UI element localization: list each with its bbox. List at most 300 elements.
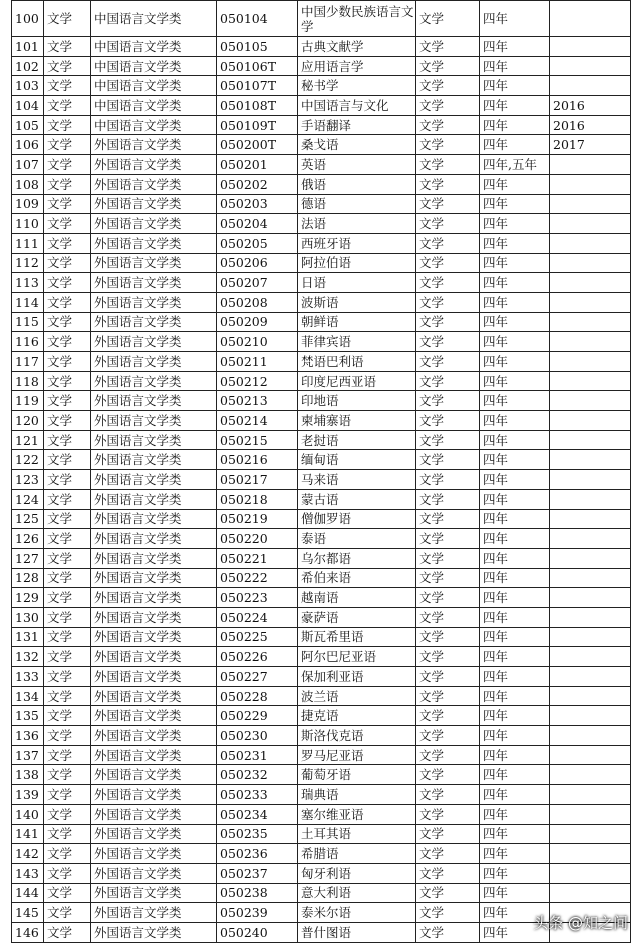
year-added-cell <box>550 1 631 37</box>
row-number-cell: 118 <box>12 371 44 391</box>
discipline-cell: 文学 <box>44 352 91 372</box>
duration-cell: 四年 <box>480 863 550 883</box>
table-row <box>12 292 631 312</box>
category-cell: 中国语言文学类 <box>91 1 217 37</box>
discipline-cell: 文学 <box>44 371 91 391</box>
major-code-cell: 050205 <box>217 233 298 253</box>
degree-cell: 文学 <box>416 37 480 57</box>
row-number-cell: 126 <box>12 529 44 549</box>
major-code-cell: 050219 <box>217 509 298 529</box>
category-cell: 外国语言文学类 <box>91 548 217 568</box>
major-name-cell: 柬埔寨语 <box>298 411 416 431</box>
discipline-cell: 文学 <box>44 273 91 293</box>
row-number-cell: 124 <box>12 489 44 509</box>
year-added-cell <box>550 804 631 824</box>
major-code-cell: 050239 <box>217 903 298 923</box>
table-row <box>12 135 631 155</box>
duration-cell: 四年 <box>480 489 550 509</box>
discipline-cell: 文学 <box>44 332 91 352</box>
row-number-cell: 100 <box>12 1 44 37</box>
year-added-cell <box>550 273 631 293</box>
category-cell: 外国语言文学类 <box>91 509 217 529</box>
row-number-cell: 139 <box>12 785 44 805</box>
discipline-cell: 文学 <box>44 568 91 588</box>
degree-cell: 文学 <box>416 352 480 372</box>
discipline-cell: 文学 <box>44 863 91 883</box>
row-number-cell: 119 <box>12 391 44 411</box>
category-cell: 外国语言文学类 <box>91 253 217 273</box>
discipline-cell: 文学 <box>44 686 91 706</box>
major-code-cell: 050213 <box>217 391 298 411</box>
year-added-cell <box>550 667 631 687</box>
year-added-cell <box>550 548 631 568</box>
degree-cell: 文学 <box>416 253 480 273</box>
discipline-cell: 文学 <box>44 470 91 490</box>
table-row <box>12 332 631 352</box>
year-added-cell <box>550 450 631 470</box>
duration-cell: 四年 <box>480 194 550 214</box>
row-number-cell: 111 <box>12 233 44 253</box>
row-number-cell: 127 <box>12 548 44 568</box>
degree-cell: 文学 <box>416 292 480 312</box>
major-name-cell: 朝鲜语 <box>298 312 416 332</box>
major-name-cell: 意大利语 <box>298 883 416 903</box>
year-added-cell <box>550 844 631 864</box>
major-name-cell: 英语 <box>298 155 416 175</box>
table-row <box>12 312 631 332</box>
table-row <box>12 233 631 253</box>
degree-cell: 文学 <box>416 785 480 805</box>
row-number-cell: 116 <box>12 332 44 352</box>
major-name-cell: 应用语言学 <box>298 56 416 76</box>
degree-cell: 文学 <box>416 214 480 234</box>
degree-cell: 文学 <box>416 607 480 627</box>
degree-cell: 文学 <box>416 273 480 293</box>
category-cell: 外国语言文学类 <box>91 903 217 923</box>
duration-cell: 四年 <box>480 273 550 293</box>
year-added-cell <box>550 76 631 96</box>
discipline-cell: 文学 <box>44 627 91 647</box>
major-code-cell: 050211 <box>217 352 298 372</box>
major-code-cell: 050106T <box>217 56 298 76</box>
duration-cell: 四年 <box>480 96 550 116</box>
category-cell: 外国语言文学类 <box>91 824 217 844</box>
discipline-cell: 文学 <box>44 903 91 923</box>
row-number-cell: 133 <box>12 667 44 687</box>
discipline-cell: 文学 <box>44 37 91 57</box>
year-added-cell <box>550 37 631 57</box>
major-code-cell: 050207 <box>217 273 298 293</box>
duration-cell: 四年 <box>480 135 550 155</box>
year-added-cell <box>550 745 631 765</box>
major-name-cell: 菲律宾语 <box>298 332 416 352</box>
table-row <box>12 548 631 568</box>
discipline-cell: 文学 <box>44 1 91 37</box>
degree-cell: 文学 <box>416 391 480 411</box>
category-cell: 外国语言文学类 <box>91 568 217 588</box>
degree-cell: 文学 <box>416 863 480 883</box>
degree-cell: 文学 <box>416 844 480 864</box>
table-row <box>12 76 631 96</box>
row-number-cell: 112 <box>12 253 44 273</box>
table-row <box>12 470 631 490</box>
row-number-cell: 113 <box>12 273 44 293</box>
major-name-cell: 土耳其语 <box>298 824 416 844</box>
degree-cell: 文学 <box>416 332 480 352</box>
category-cell: 外国语言文学类 <box>91 844 217 864</box>
major-code-cell: 050201 <box>217 155 298 175</box>
duration-cell: 四年 <box>480 548 550 568</box>
major-name-cell: 瑞典语 <box>298 785 416 805</box>
category-cell: 外国语言文学类 <box>91 765 217 785</box>
row-number-cell: 125 <box>12 509 44 529</box>
major-name-cell: 泰米尔语 <box>298 903 416 923</box>
duration-cell: 四年 <box>480 76 550 96</box>
degree-cell: 文学 <box>416 96 480 116</box>
discipline-cell: 文学 <box>44 253 91 273</box>
discipline-cell: 文学 <box>44 135 91 155</box>
duration-cell: 四年,五年 <box>480 155 550 175</box>
duration-cell: 四年 <box>480 529 550 549</box>
major-code-cell: 050200T <box>217 135 298 155</box>
category-cell: 中国语言文学类 <box>91 76 217 96</box>
row-number-cell: 103 <box>12 76 44 96</box>
year-added-cell: 2016 <box>550 96 631 116</box>
major-name-cell: 匈牙利语 <box>298 863 416 883</box>
year-added-cell <box>550 56 631 76</box>
category-cell: 外国语言文学类 <box>91 194 217 214</box>
year-added-cell <box>550 588 631 608</box>
degree-cell: 文学 <box>416 509 480 529</box>
major-code-cell: 050109T <box>217 115 298 135</box>
degree-cell: 文学 <box>416 115 480 135</box>
row-number-cell: 120 <box>12 411 44 431</box>
table-row <box>12 745 631 765</box>
table-row <box>12 56 631 76</box>
major-code-cell: 050238 <box>217 883 298 903</box>
year-added-cell <box>550 824 631 844</box>
table-row <box>12 726 631 746</box>
discipline-cell: 文学 <box>44 922 91 942</box>
major-name-cell: 法语 <box>298 214 416 234</box>
table-row <box>12 430 631 450</box>
degree-cell: 文学 <box>416 588 480 608</box>
discipline-cell: 文学 <box>44 667 91 687</box>
duration-cell: 四年 <box>480 785 550 805</box>
major-code-cell: 050227 <box>217 667 298 687</box>
major-code-cell: 050220 <box>217 529 298 549</box>
year-added-cell <box>550 391 631 411</box>
category-cell: 外国语言文学类 <box>91 430 217 450</box>
duration-cell: 四年 <box>480 411 550 431</box>
table-row <box>12 194 631 214</box>
table-row <box>12 765 631 785</box>
category-cell: 外国语言文学类 <box>91 607 217 627</box>
category-cell: 外国语言文学类 <box>91 745 217 765</box>
major-code-cell: 050222 <box>217 568 298 588</box>
category-cell: 外国语言文学类 <box>91 214 217 234</box>
table-body <box>12 1 631 943</box>
table-row <box>12 96 631 116</box>
degree-cell: 文学 <box>416 529 480 549</box>
degree-cell: 文学 <box>416 686 480 706</box>
major-code-cell: 050218 <box>217 489 298 509</box>
row-number-cell: 122 <box>12 450 44 470</box>
duration-cell: 四年 <box>480 883 550 903</box>
duration-cell: 四年 <box>480 647 550 667</box>
category-cell: 外国语言文学类 <box>91 667 217 687</box>
degree-cell: 文学 <box>416 667 480 687</box>
discipline-cell: 文学 <box>44 607 91 627</box>
duration-cell: 四年 <box>480 667 550 687</box>
discipline-cell: 文学 <box>44 509 91 529</box>
major-name-cell: 缅甸语 <box>298 450 416 470</box>
major-code-cell: 050105 <box>217 37 298 57</box>
table-row <box>12 115 631 135</box>
row-number-cell: 132 <box>12 647 44 667</box>
year-added-cell <box>550 489 631 509</box>
row-number-cell: 109 <box>12 194 44 214</box>
discipline-cell: 文学 <box>44 844 91 864</box>
category-cell: 中国语言文学类 <box>91 96 217 116</box>
table-row <box>12 509 631 529</box>
major-name-cell: 保加利亚语 <box>298 667 416 687</box>
degree-cell: 文学 <box>416 135 480 155</box>
degree-cell: 文学 <box>416 627 480 647</box>
major-name-cell: 桑戈语 <box>298 135 416 155</box>
duration-cell: 四年 <box>480 804 550 824</box>
row-number-cell: 105 <box>12 115 44 135</box>
major-name-cell: 阿拉伯语 <box>298 253 416 273</box>
discipline-cell: 文学 <box>44 411 91 431</box>
category-cell: 外国语言文学类 <box>91 292 217 312</box>
category-cell: 外国语言文学类 <box>91 155 217 175</box>
major-name-cell: 日语 <box>298 273 416 293</box>
major-name-cell: 希伯来语 <box>298 568 416 588</box>
row-number-cell: 138 <box>12 765 44 785</box>
major-code-cell: 050223 <box>217 588 298 608</box>
row-number-cell: 136 <box>12 726 44 746</box>
major-name-cell: 僧伽罗语 <box>298 509 416 529</box>
major-code-cell: 050210 <box>217 332 298 352</box>
year-added-cell <box>550 352 631 372</box>
major-name-cell: 印地语 <box>298 391 416 411</box>
duration-cell: 四年 <box>480 627 550 647</box>
duration-cell: 四年 <box>480 706 550 726</box>
row-number-cell: 134 <box>12 686 44 706</box>
duration-cell: 四年 <box>480 312 550 332</box>
year-added-cell <box>550 568 631 588</box>
year-added-cell <box>550 332 631 352</box>
major-name-cell: 捷克语 <box>298 706 416 726</box>
degree-cell: 文学 <box>416 824 480 844</box>
year-added-cell <box>550 627 631 647</box>
table-row <box>12 647 631 667</box>
major-code-cell: 050234 <box>217 804 298 824</box>
discipline-cell: 文学 <box>44 883 91 903</box>
category-cell: 外国语言文学类 <box>91 883 217 903</box>
duration-cell: 四年 <box>480 509 550 529</box>
discipline-cell: 文学 <box>44 765 91 785</box>
major-code-cell: 050107T <box>217 76 298 96</box>
table-row <box>12 352 631 372</box>
major-name-cell: 豪萨语 <box>298 607 416 627</box>
major-code-cell: 050237 <box>217 863 298 883</box>
degree-cell: 文学 <box>416 548 480 568</box>
discipline-cell: 文学 <box>44 174 91 194</box>
discipline-cell: 文学 <box>44 489 91 509</box>
major-name-cell: 斯洛伐克语 <box>298 726 416 746</box>
discipline-cell: 文学 <box>44 214 91 234</box>
duration-cell: 四年 <box>480 470 550 490</box>
table-row <box>12 785 631 805</box>
table-row <box>12 529 631 549</box>
category-cell: 外国语言文学类 <box>91 804 217 824</box>
discipline-cell: 文学 <box>44 76 91 96</box>
table-row <box>12 667 631 687</box>
duration-cell: 四年 <box>480 332 550 352</box>
major-code-cell: 050212 <box>217 371 298 391</box>
duration-cell: 四年 <box>480 174 550 194</box>
year-added-cell <box>550 647 631 667</box>
discipline-cell: 文学 <box>44 647 91 667</box>
year-added-cell <box>550 509 631 529</box>
major-name-cell: 老挝语 <box>298 430 416 450</box>
duration-cell: 四年 <box>480 607 550 627</box>
discipline-cell: 文学 <box>44 706 91 726</box>
major-name-cell: 印度尼西亚语 <box>298 371 416 391</box>
table-row <box>12 844 631 864</box>
degree-cell: 文学 <box>416 903 480 923</box>
year-added-cell <box>550 371 631 391</box>
discipline-cell: 文学 <box>44 96 91 116</box>
year-added-cell <box>550 785 631 805</box>
major-name-cell: 梵语巴利语 <box>298 352 416 372</box>
category-cell: 外国语言文学类 <box>91 135 217 155</box>
year-added-cell <box>550 706 631 726</box>
row-number-cell: 106 <box>12 135 44 155</box>
duration-cell: 四年 <box>480 903 550 923</box>
degree-cell: 文学 <box>416 745 480 765</box>
category-cell: 外国语言文学类 <box>91 450 217 470</box>
discipline-cell: 文学 <box>44 726 91 746</box>
major-code-cell: 050208 <box>217 292 298 312</box>
duration-cell: 四年 <box>480 765 550 785</box>
major-code-cell: 050206 <box>217 253 298 273</box>
major-name-cell: 希腊语 <box>298 844 416 864</box>
degree-cell: 文学 <box>416 706 480 726</box>
table-row <box>12 489 631 509</box>
major-name-cell: 罗马尼亚语 <box>298 745 416 765</box>
category-cell: 外国语言文学类 <box>91 470 217 490</box>
duration-cell: 四年 <box>480 115 550 135</box>
category-cell: 外国语言文学类 <box>91 174 217 194</box>
major-code-cell: 050104 <box>217 1 298 37</box>
category-cell: 外国语言文学类 <box>91 352 217 372</box>
major-name-cell: 中国少数民族语言文学 <box>298 1 416 37</box>
year-added-cell <box>550 529 631 549</box>
table-row <box>12 706 631 726</box>
major-code-cell: 050203 <box>217 194 298 214</box>
row-number-cell: 128 <box>12 568 44 588</box>
discipline-cell: 文学 <box>44 824 91 844</box>
major-code-cell: 050235 <box>217 824 298 844</box>
major-name-cell: 西班牙语 <box>298 233 416 253</box>
category-cell: 中国语言文学类 <box>91 37 217 57</box>
row-number-cell: 129 <box>12 588 44 608</box>
row-number-cell: 108 <box>12 174 44 194</box>
degree-cell: 文学 <box>416 804 480 824</box>
duration-cell: 四年 <box>480 56 550 76</box>
discipline-cell: 文学 <box>44 56 91 76</box>
category-cell: 外国语言文学类 <box>91 627 217 647</box>
discipline-cell: 文学 <box>44 312 91 332</box>
category-cell: 中国语言文学类 <box>91 115 217 135</box>
degree-cell: 文学 <box>416 312 480 332</box>
discipline-cell: 文学 <box>44 233 91 253</box>
category-cell: 外国语言文学类 <box>91 726 217 746</box>
year-added-cell <box>550 607 631 627</box>
major-name-cell: 乌尔都语 <box>298 548 416 568</box>
discipline-cell: 文学 <box>44 548 91 568</box>
table-row <box>12 253 631 273</box>
table-row <box>12 568 631 588</box>
table-row <box>12 411 631 431</box>
duration-cell: 四年 <box>480 292 550 312</box>
row-number-cell: 135 <box>12 706 44 726</box>
category-cell: 外国语言文学类 <box>91 647 217 667</box>
row-number-cell: 137 <box>12 745 44 765</box>
row-number-cell: 131 <box>12 627 44 647</box>
discipline-cell: 文学 <box>44 745 91 765</box>
major-name-cell: 波兰语 <box>298 686 416 706</box>
discipline-cell: 文学 <box>44 155 91 175</box>
category-cell: 外国语言文学类 <box>91 529 217 549</box>
degree-cell: 文学 <box>416 155 480 175</box>
major-code-cell: 050233 <box>217 785 298 805</box>
major-name-cell: 俄语 <box>298 174 416 194</box>
year-added-cell <box>550 233 631 253</box>
duration-cell: 四年 <box>480 844 550 864</box>
category-cell: 中国语言文学类 <box>91 56 217 76</box>
category-cell: 外国语言文学类 <box>91 332 217 352</box>
row-number-cell: 130 <box>12 607 44 627</box>
duration-cell: 四年 <box>480 253 550 273</box>
year-added-cell <box>550 686 631 706</box>
row-number-cell: 141 <box>12 824 44 844</box>
row-number-cell: 146 <box>12 922 44 942</box>
year-added-cell <box>550 470 631 490</box>
major-code-cell: 050226 <box>217 647 298 667</box>
duration-cell: 四年 <box>480 37 550 57</box>
degree-cell: 文学 <box>416 233 480 253</box>
year-added-cell <box>550 726 631 746</box>
degree-cell: 文学 <box>416 647 480 667</box>
major-code-cell: 050204 <box>217 214 298 234</box>
row-number-cell: 115 <box>12 312 44 332</box>
major-name-cell: 中国语言与文化 <box>298 96 416 116</box>
degree-cell: 文学 <box>416 174 480 194</box>
major-code-cell: 050232 <box>217 765 298 785</box>
degree-cell: 文学 <box>416 489 480 509</box>
category-cell: 外国语言文学类 <box>91 391 217 411</box>
duration-cell: 四年 <box>480 430 550 450</box>
table-row <box>12 174 631 194</box>
table-row <box>12 155 631 175</box>
major-code-cell: 050221 <box>217 548 298 568</box>
major-code-cell: 050215 <box>217 430 298 450</box>
table-row <box>12 391 631 411</box>
